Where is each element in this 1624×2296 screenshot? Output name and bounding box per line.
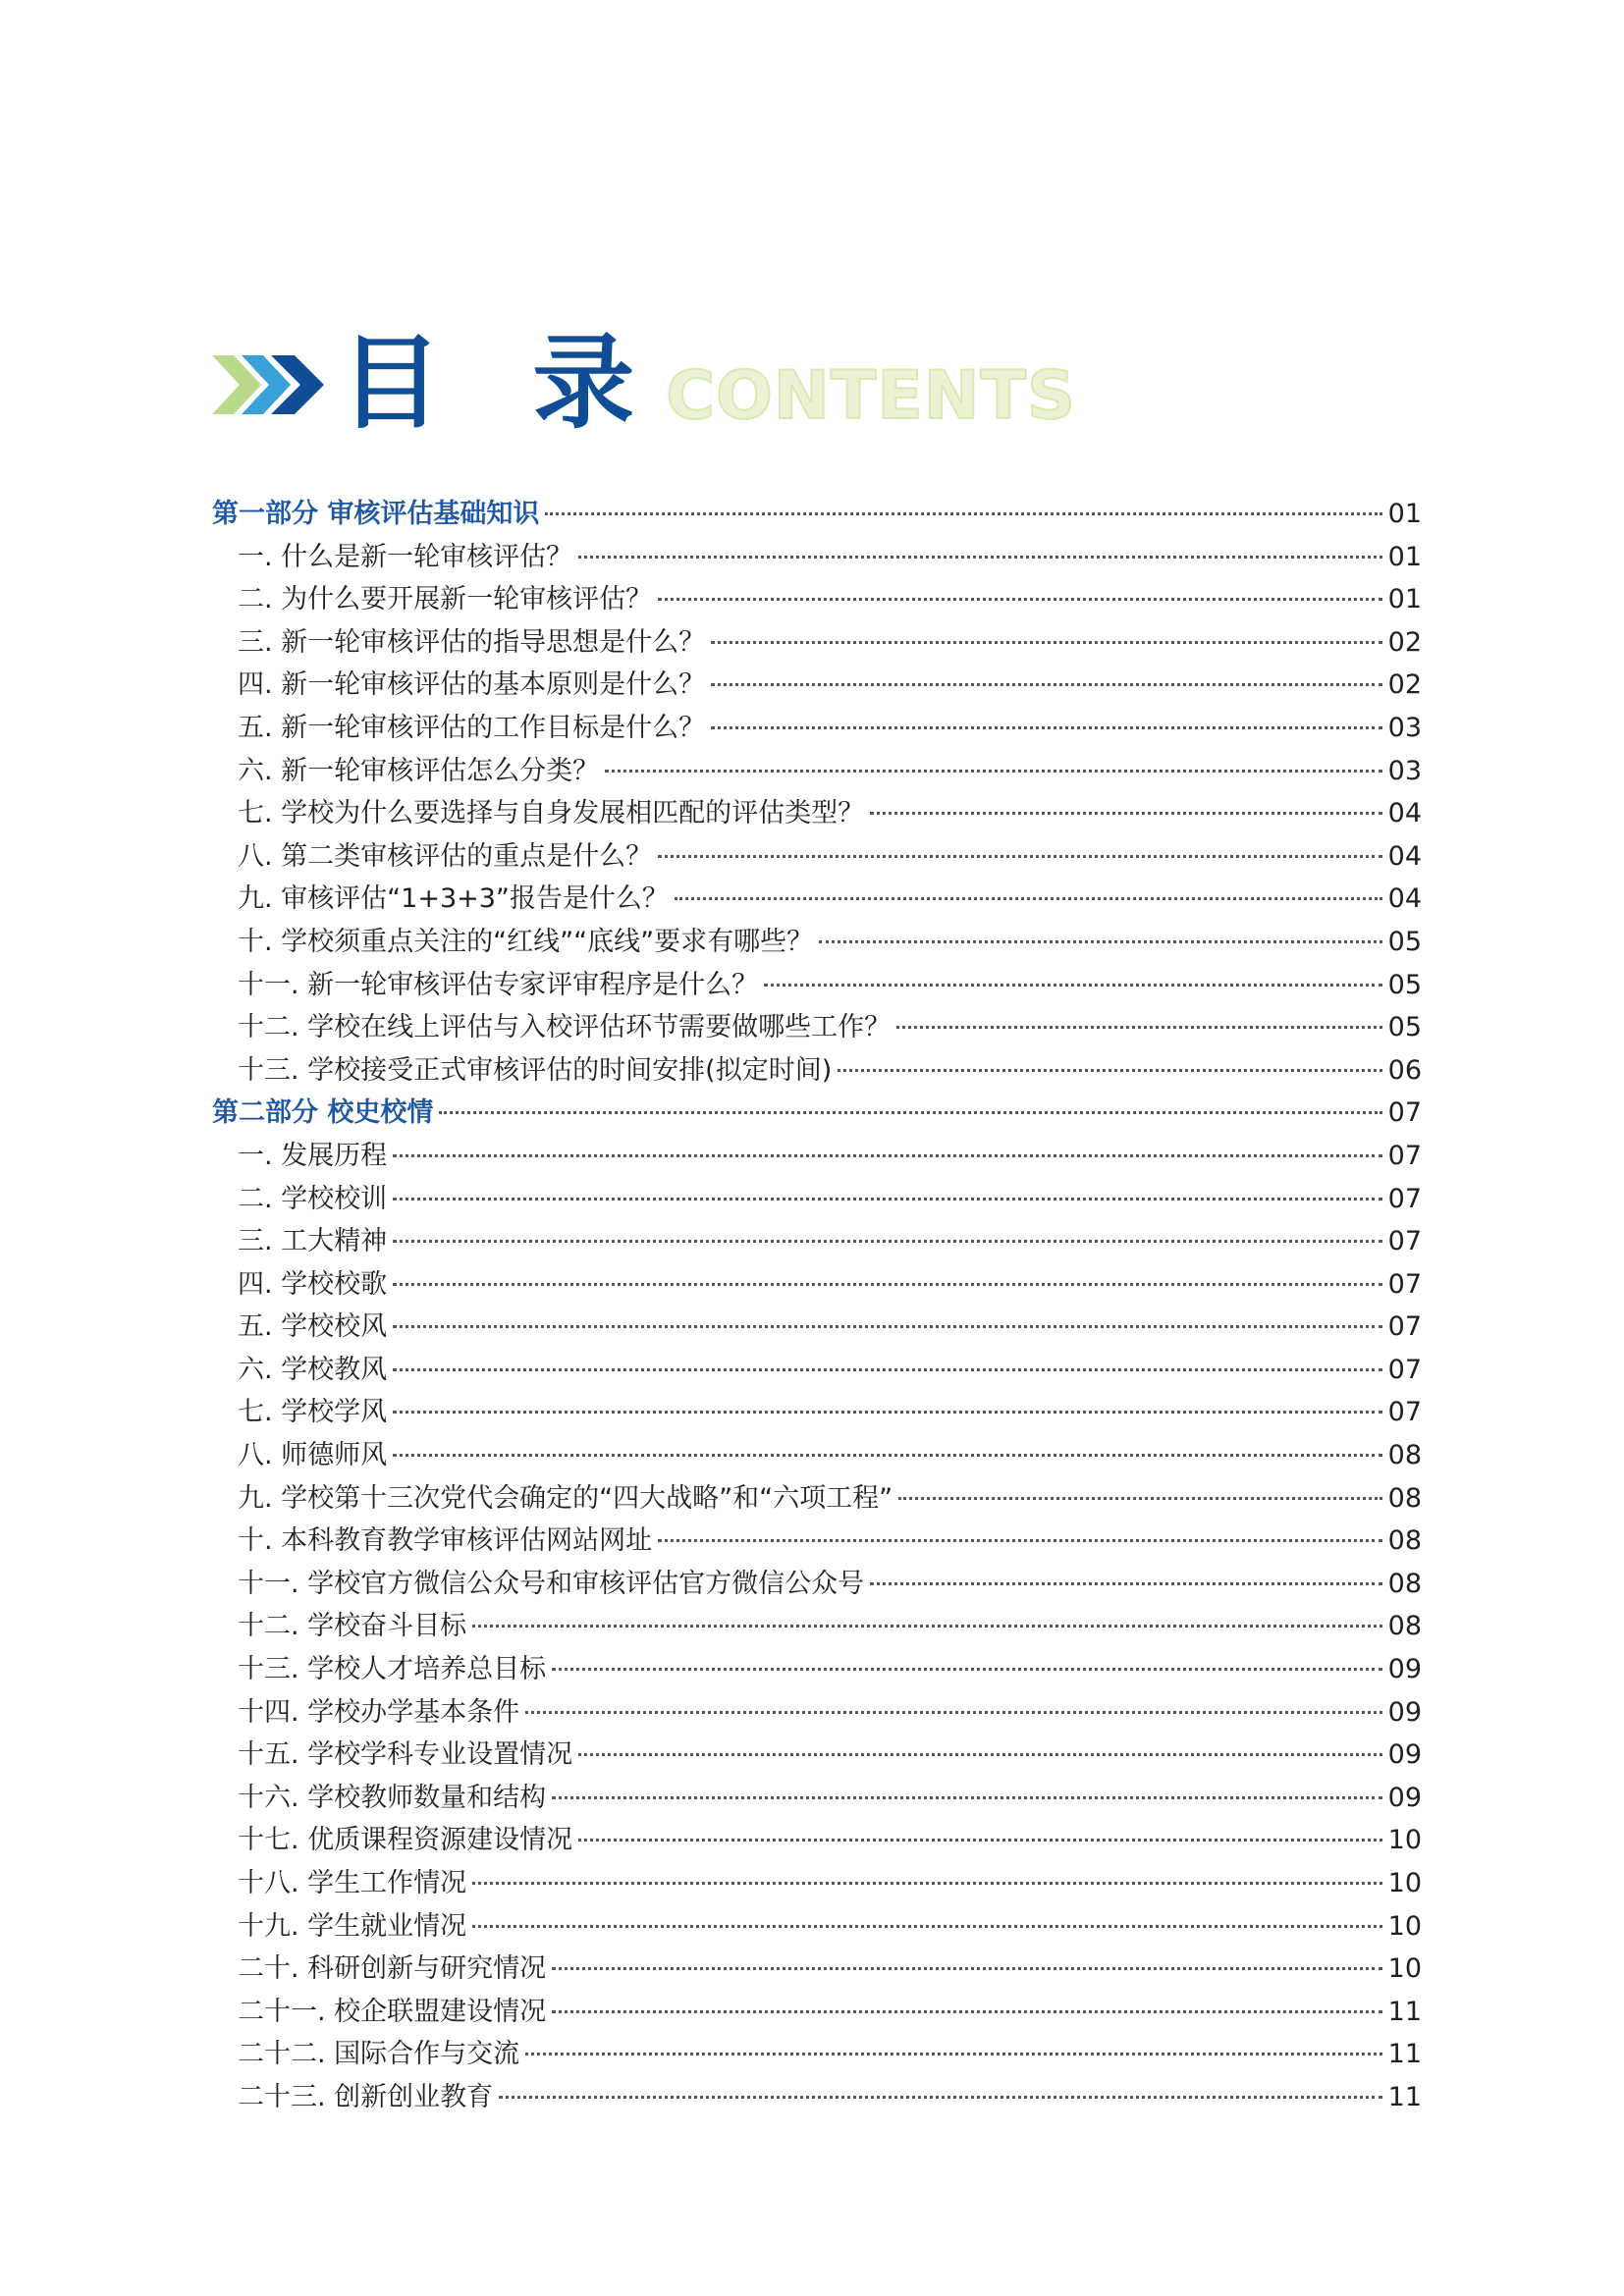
toc-page-number: 06: [1387, 1054, 1422, 1086]
toc-header: [212, 323, 1076, 443]
toc-page-number: 02: [1387, 626, 1422, 658]
dot-leader: [870, 1582, 1381, 1585]
toc-item[interactable]: [212, 1862, 1422, 1905]
toc-page-number: 09: [1387, 1739, 1422, 1771]
dot-leader: [896, 1026, 1381, 1029]
dot-leader: [393, 1240, 1381, 1243]
toc-page-number: 01: [1387, 499, 1422, 529]
dot-leader: [605, 770, 1381, 773]
toc-entry-title: 九. 学校第十三次党代会确定的“四大战略”和“六项工程”: [238, 1482, 893, 1514]
toc-entry-title: 八. 第二类审核评估的重点是什么？: [238, 840, 653, 872]
toc-item[interactable]: [212, 1434, 1422, 1477]
dot-leader: [658, 855, 1381, 858]
dot-leader: [393, 1454, 1381, 1457]
toc-page-number: 07: [1387, 1226, 1422, 1257]
dot-leader: [819, 940, 1382, 943]
toc-page-number: 05: [1387, 969, 1422, 1000]
dot-leader: [393, 1411, 1381, 1414]
chevron-arrows-icon: [212, 349, 330, 420]
toc-item[interactable]: [212, 878, 1422, 921]
toc-item[interactable]: [212, 1220, 1422, 1263]
toc-page-number: 11: [1387, 2039, 1422, 2070]
toc-item[interactable]: [212, 2076, 1422, 2119]
toc-entry-title: 七. 学校学风: [238, 1397, 388, 1428]
toc-entry-title: 四. 学校校歌: [238, 1268, 388, 1300]
toc-entry-title: 第一部分 审核评估基础知识: [212, 499, 540, 529]
toc-entry-title: 二十一. 校企联盟建设情况: [238, 1996, 547, 2027]
toc-item[interactable]: [212, 835, 1422, 879]
toc-entry-title: 一. 什么是新一轮审核评估？: [238, 541, 573, 572]
dot-leader: [552, 1796, 1381, 1799]
toc-section[interactable]: [212, 493, 1422, 536]
toc-entry-title: 十. 学校须重点关注的“红线”“底线”要求有哪些？: [238, 926, 814, 957]
toc-item[interactable]: [212, 1948, 1422, 1991]
toc-entry-title: 四. 新一轮审核评估的基本原则是什么？: [238, 669, 706, 701]
toc-item[interactable]: [212, 750, 1422, 793]
dot-leader: [711, 683, 1381, 686]
dot-leader: [439, 1111, 1381, 1114]
dot-leader: [393, 1325, 1381, 1328]
toc-entry-title: 十五. 学校学科专业设置情况: [238, 1739, 573, 1771]
toc-page-number: 05: [1387, 1012, 1422, 1043]
toc-item[interactable]: [212, 1049, 1422, 1093]
dot-leader: [472, 1925, 1381, 1928]
dot-leader: [472, 1882, 1381, 1885]
toc-page-number: 02: [1387, 669, 1422, 701]
toc-page-number: 07: [1387, 1354, 1422, 1385]
toc-item[interactable]: [212, 1605, 1422, 1648]
toc-entry-title: 二十二. 国际合作与交流: [238, 2039, 520, 2070]
toc-item[interactable]: [212, 1520, 1422, 1563]
toc-entry-title: 二十. 科研创新与研究情况: [238, 1953, 547, 1985]
toc-item[interactable]: [212, 707, 1422, 750]
toc-page-number: 07: [1387, 1183, 1422, 1214]
dot-leader: [393, 1154, 1381, 1157]
toc-item[interactable]: [212, 1691, 1422, 1735]
toc-entry-title: 十一. 新一轮审核评估专家评审程序是什么？: [238, 969, 759, 1000]
dot-leader: [870, 812, 1381, 815]
toc-page-number: 10: [1387, 1868, 1422, 1898]
toc-page-number: 08: [1387, 1568, 1422, 1599]
toc-page-number: 08: [1387, 1611, 1422, 1642]
toc-item[interactable]: [212, 792, 1422, 835]
toc-item[interactable]: [212, 664, 1422, 707]
toc-page-number: 09: [1387, 1782, 1422, 1813]
toc-page-number: 01: [1387, 541, 1422, 572]
toc-page-number: 10: [1387, 1910, 1422, 1942]
toc-item[interactable]: [212, 621, 1422, 665]
dot-leader: [525, 1711, 1381, 1714]
toc-entry-title: 十四. 学校办学基本条件: [238, 1696, 520, 1728]
toc-item[interactable]: [212, 964, 1422, 1007]
toc-page-number: 08: [1387, 1482, 1422, 1514]
toc-page-number: 07: [1387, 1097, 1422, 1129]
toc-page-number: 07: [1387, 1268, 1422, 1300]
dot-leader: [525, 2053, 1381, 2056]
toc-entry-title: 五. 学校校风: [238, 1311, 388, 1343]
toc-item[interactable]: [212, 1991, 1422, 2034]
toc-item[interactable]: [212, 1477, 1422, 1521]
toc-entry-title: 十七. 优质课程资源建设情况: [238, 1825, 573, 1856]
toc-item[interactable]: [212, 1263, 1422, 1307]
toc-item[interactable]: [212, 1391, 1422, 1434]
toc-entry-title: 七. 学校为什么要选择与自身发展相匹配的评估类型？: [238, 798, 865, 829]
dot-leader: [393, 1198, 1381, 1201]
dot-leader: [499, 2096, 1381, 2099]
toc-item[interactable]: [212, 2033, 1422, 2076]
toc-entry-title: 六. 学校教风: [238, 1354, 388, 1385]
dot-leader: [578, 1753, 1381, 1756]
dot-leader: [711, 726, 1381, 729]
toc-page-number: 10: [1387, 1825, 1422, 1856]
toc-item[interactable]: [212, 1306, 1422, 1349]
toc-page-number: 10: [1387, 1953, 1422, 1985]
toc-page-number: 03: [1387, 712, 1422, 743]
toc-page-number: 11: [1387, 1996, 1422, 2027]
table-of-contents: [212, 493, 1422, 2119]
toc-page-number: 11: [1387, 2081, 1422, 2112]
toc-item[interactable]: [212, 1349, 1422, 1392]
toc-page-number: 07: [1387, 1140, 1422, 1171]
toc-entry-title: 十一. 学校官方微信公众号和审核评估官方微信公众号: [238, 1568, 865, 1599]
dot-leader: [472, 1625, 1381, 1628]
dot-leader: [578, 1839, 1381, 1842]
toc-entry-title: 十三. 学校接受正式审核评估的时间安排(拟定时间): [238, 1054, 833, 1086]
page-title: 目 录: [340, 323, 663, 443]
page-title-en: CONTENTS: [666, 357, 1076, 435]
toc-entry-title: 十二. 学校在线上评估与入校评估环节需要做哪些工作？: [238, 1012, 892, 1043]
toc-item[interactable]: [212, 536, 1422, 579]
toc-item[interactable]: [212, 1563, 1422, 1606]
toc-page-number: 04: [1387, 883, 1422, 915]
toc-entry-title: 九. 审核评估“1+3+3”报告是什么？: [238, 883, 669, 915]
toc-page-number: 09: [1387, 1696, 1422, 1728]
toc-entry-title: 二十三. 创新创业教育: [238, 2081, 494, 2112]
dot-leader: [658, 598, 1381, 601]
toc-item[interactable]: [212, 1777, 1422, 1820]
dot-leader: [838, 1069, 1381, 1072]
dot-leader: [393, 1283, 1381, 1286]
toc-item[interactable]: [212, 1734, 1422, 1777]
toc-entry-title: 五. 新一轮审核评估的工作目标是什么？: [238, 712, 706, 743]
toc-page-number: 04: [1387, 798, 1422, 829]
toc-item[interactable]: [212, 921, 1422, 964]
toc-page-number: 01: [1387, 584, 1422, 615]
toc-item[interactable]: [212, 1178, 1422, 1221]
toc-entry-title: 八. 师德师风: [238, 1440, 388, 1471]
dot-leader: [552, 1967, 1381, 1970]
dot-leader: [393, 1368, 1381, 1371]
toc-page-number: 09: [1387, 1654, 1422, 1685]
toc-entry-title: 十二. 学校奋斗目标: [238, 1611, 467, 1642]
toc-entry-title: 三. 新一轮审核评估的指导思想是什么？: [238, 626, 706, 658]
toc-item[interactable]: [212, 578, 1422, 621]
toc-item[interactable]: [212, 1135, 1422, 1178]
toc-entry-title: 十三. 学校人才培养总目标: [238, 1654, 547, 1685]
toc-entry-title: 十八. 学生工作情况: [238, 1868, 467, 1898]
dot-leader: [552, 1668, 1381, 1671]
toc-entry-title: 第二部分 校史校情: [212, 1097, 434, 1129]
toc-item[interactable]: [212, 1648, 1422, 1691]
toc-entry-title: 六. 新一轮审核评估怎么分类？: [238, 755, 600, 786]
dot-leader: [552, 2010, 1381, 2013]
toc-page-number: 04: [1387, 840, 1422, 872]
toc-item[interactable]: [212, 1905, 1422, 1949]
toc-item[interactable]: [212, 1006, 1422, 1049]
toc-page-number: 08: [1387, 1440, 1422, 1471]
toc-entry-title: 一. 发展历程: [238, 1140, 388, 1171]
dot-leader: [711, 641, 1381, 644]
dot-leader: [675, 897, 1382, 900]
toc-entry-title: 二. 学校校训: [238, 1183, 388, 1214]
toc-page-number: 03: [1387, 755, 1422, 786]
toc-section[interactable]: [212, 1092, 1422, 1135]
toc-entry-title: 十六. 学校教师数量和结构: [238, 1782, 547, 1813]
dot-leader: [658, 1539, 1381, 1542]
toc-entry-title: 二. 为什么要开展新一轮审核评估？: [238, 584, 653, 615]
dot-leader: [578, 556, 1381, 559]
toc-page-number: 07: [1387, 1397, 1422, 1428]
toc-entry-title: 十九. 学生就业情况: [238, 1910, 467, 1942]
dot-leader: [898, 1497, 1382, 1500]
dot-leader: [764, 984, 1381, 987]
toc-item[interactable]: [212, 1819, 1422, 1862]
toc-page-number: 08: [1387, 1525, 1422, 1557]
toc-entry-title: 十. 本科教育教学审核评估网站网址: [238, 1525, 653, 1557]
dot-leader: [545, 512, 1381, 515]
toc-page-number: 07: [1387, 1311, 1422, 1343]
toc-page-number: 05: [1387, 926, 1422, 957]
toc-entry-title: 三. 工大精神: [238, 1226, 388, 1257]
